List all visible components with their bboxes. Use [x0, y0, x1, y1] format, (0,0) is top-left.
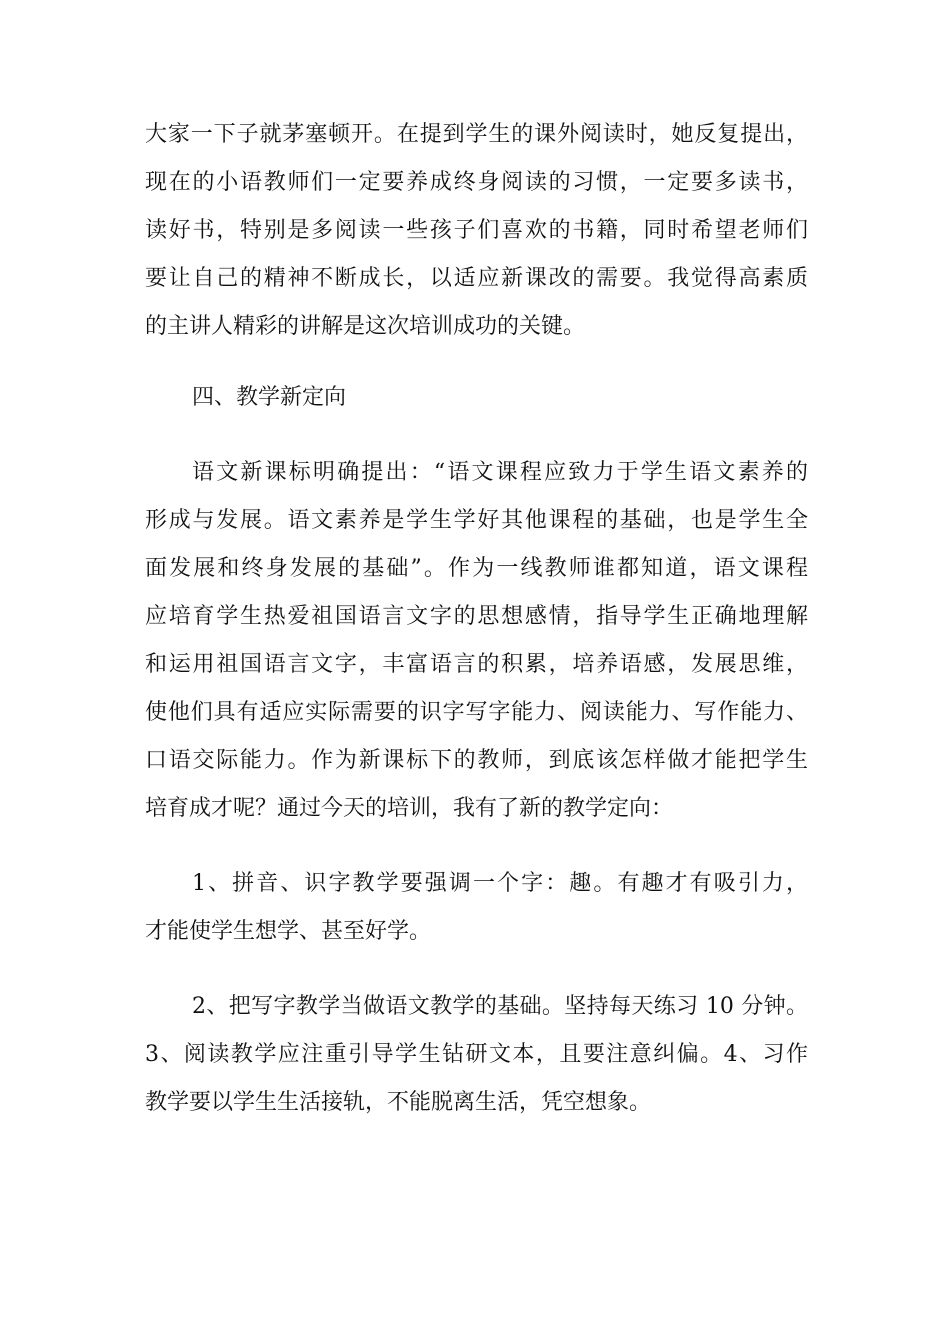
text-line: 3、阅读教学应注重引导学生钻研文本，且要注意纠偏。4、习作 — [145, 1042, 808, 1067]
text-line: 要让自己的精神不断成长，以适应新课改的需要。我觉得高素质 — [145, 266, 808, 291]
text-line: 读好书，特别是多阅读一些孩子们喜欢的书籍，同时希望老师们 — [145, 218, 808, 243]
text-line: 培育成才呢？通过今天的培训，我有了新的教学定向： — [145, 796, 674, 821]
paragraph-pinyin-literacy — [145, 860, 808, 956]
text-line: 教学要以学生生活接轨，不能脱离生活，凭空想象。 — [145, 1090, 652, 1115]
text-line: 口语交际能力。作为新课标下的教师，到底该怎样做才能把学生 — [145, 748, 808, 773]
text-line: 应培育学生热爱祖国语言文字的思想感情，指导学生正确地理解 — [145, 604, 808, 629]
text-line: 2、把写字教学当做语文教学的基础。坚持每天练习 10 分钟。 — [192, 994, 808, 1019]
text-line: 的主讲人精彩的讲解是这次培训成功的关键。 — [145, 314, 586, 339]
text-line: 现在的小语教师们一定要养成终身阅读的习惯，一定要多读书， — [145, 170, 808, 195]
section-heading — [145, 374, 808, 422]
paragraph-curriculum-standard — [145, 449, 808, 833]
text-line: 形成与发展。语文素养是学生学好其他课程的基础，也是学生全 — [145, 508, 808, 533]
text-line: 使他们具有适应实际需要的识字写字能力、阅读能力、写作能力、 — [145, 700, 808, 725]
text-line: 和运用祖国语言文字，丰富语言的积累，培养语感，发展思维， — [145, 652, 808, 677]
paragraph-writing-reading — [145, 983, 808, 1127]
text-line: 大家一下子就茅塞顿开。在提到学生的课外阅读时，她反复提出， — [145, 122, 808, 147]
text-line: 才能使学生想学、甚至好学。 — [145, 919, 432, 944]
paragraph-reading-habits — [145, 111, 808, 351]
text-line: 面发展和终身发展的基础”。作为一线教师谁都知道，语文课程 — [145, 556, 808, 581]
section-heading-text: 四、教学新定向 — [192, 385, 347, 410]
text-line: 语文新课标明确提出：“语文课程应致力于学生语文素养的 — [192, 460, 808, 485]
text-line: 1、拼音、识字教学要强调一个字：趣。有趣才有吸引力， — [192, 871, 808, 896]
